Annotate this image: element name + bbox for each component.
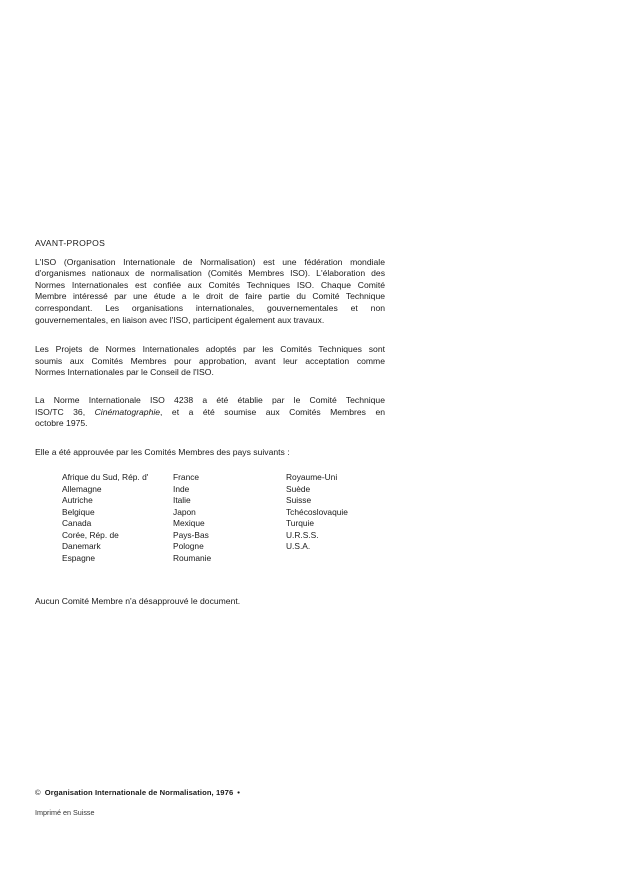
country-item: Mexique (173, 518, 205, 529)
country-item: Pologne (173, 541, 204, 552)
intro-line: gouvernementales, en liaison avec l'ISO, participent également aux travaux. (35, 314, 325, 325)
country-item: Autriche (62, 495, 93, 506)
countries-column-1 (62, 472, 148, 564)
copyright-icon: © (35, 788, 41, 797)
country-item: Espagne (62, 552, 96, 563)
country-item: Turquie (286, 518, 315, 529)
country-item: France (173, 472, 200, 483)
country-item: Suède (286, 483, 311, 494)
country-item: Suisse (286, 495, 312, 506)
country-item: Corée, Rép. de (62, 529, 119, 540)
projets-line: Normes Internationales par le Conseil de l'ISO. (35, 367, 214, 378)
disapproval-statement: Aucun Comité Membre n'a désapprouvé le document. (35, 596, 241, 607)
intro-line: L'ISO (Organisation Internationale de Normalisation) est une fédération mondiale (35, 256, 385, 267)
norme-line (35, 407, 385, 419)
bullet-icon: • (237, 788, 241, 797)
norme-date: octobre 1975. (35, 418, 88, 429)
country-item: U.S.A. (286, 541, 311, 552)
foreword-section (35, 238, 385, 608)
norme-line: La Norme Internationale ISO 4238 a été établie par le Comité Technique (35, 394, 385, 405)
intro-line: Normes Internationales est confiée aux Comités Techniques ISO. Chaque Comité (35, 279, 385, 290)
foreword-heading: AVANT-PROPOS (35, 238, 106, 248)
country-item: Tchécoslovaquie (286, 506, 348, 517)
projets-line: soumis aux Comités Membres pour approbation, avant leur acceptation comme (35, 355, 385, 366)
country-item: Pays-Bas (173, 529, 209, 540)
intro-line: Membre intéressé par une étude a le droit de faire partie du Comité Technique (35, 291, 385, 302)
country-item: Allemagne (62, 483, 102, 494)
copyright-text: Organisation Internationale de Normalisation, 1976 (44, 788, 234, 797)
country-item: Belgique (62, 506, 95, 517)
country-item: Japon (173, 506, 196, 517)
countries-column-3 (286, 472, 348, 553)
country-item: Italie (173, 495, 191, 506)
approval-statement: Elle a été approuvée par les Comités Membres des pays suivants : (35, 446, 290, 457)
country-item: Afrique du Sud, Rép. d' (62, 472, 149, 483)
country-item: Danemark (62, 541, 101, 552)
country-item: Roumanie (173, 552, 212, 563)
intro-paragraph (35, 257, 385, 327)
norme-paragraph (35, 395, 385, 430)
norme-line-rest: , et a été soumise aux Comités Membres en (160, 406, 385, 417)
country-item: U.R.S.S. (286, 529, 319, 540)
committee-ref: ISO/TC 36, (35, 406, 86, 417)
copyright-notice (35, 788, 240, 797)
committee-title: Cinématographie (94, 406, 161, 417)
member-countries-list (62, 472, 402, 582)
intro-line: d'organismes nationaux de normalisation (Comités Membres ISO). L'élaboration des (35, 268, 385, 279)
country-item: Royaume-Uni (286, 472, 338, 483)
country-item: Inde (173, 483, 190, 494)
projets-line: Les Projets de Normes Internationales adoptés par les Comités Techniques sont (35, 344, 385, 355)
intro-line: correspondant. Les organisations internationales, gouvernementales et non (35, 302, 385, 313)
printed-notice: Imprimé en Suisse (35, 808, 95, 817)
projets-paragraph (35, 344, 385, 379)
countries-column-2 (173, 472, 211, 564)
country-item: Canada (62, 518, 92, 529)
